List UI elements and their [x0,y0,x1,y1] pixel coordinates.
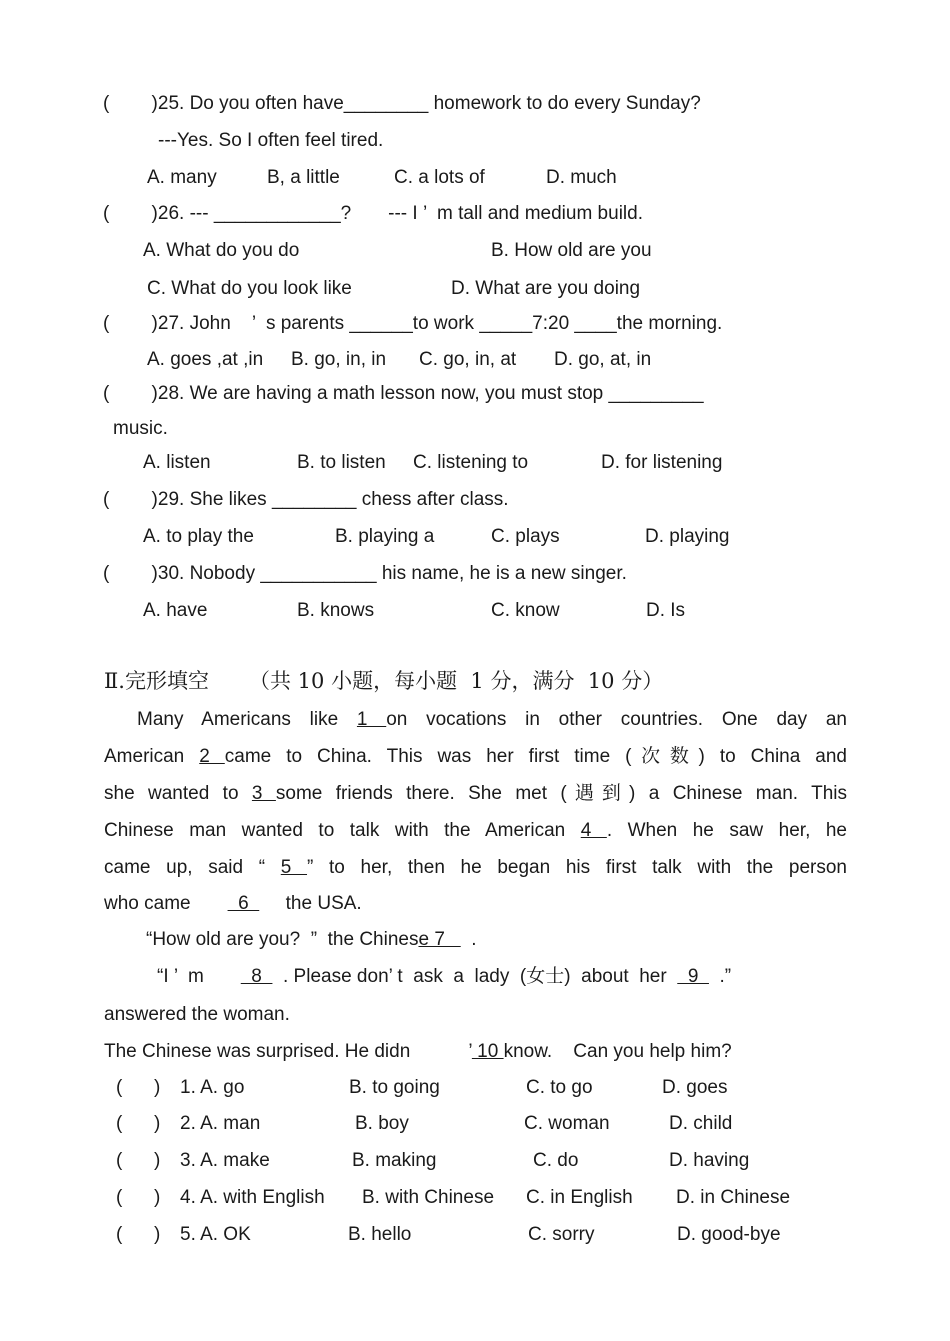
passage-line-6 [104,893,362,915]
option-b: B. boy [355,1113,409,1134]
option-c: C. in English [526,1187,633,1208]
option-a: 3. A. make [180,1150,270,1171]
passage-text: came to China. This was her first time (次数) to China and [224,746,847,767]
passage-line-4 [104,820,847,842]
question-28-continuation: music. [113,418,168,439]
passage-text: some friends there. She met (遇到) a Chinese man. This [275,783,847,804]
answer-paren[interactable]: ( ) [116,1077,161,1098]
q26-option-c: C. What do you look like [147,278,352,299]
q26-option-d: D. What are you doing [451,278,641,299]
option-a: 1. A. go [180,1077,245,1098]
passage-line-3 [104,783,847,805]
blank-10: 10 [471,1041,504,1062]
passage-line-9: answered the woman. [104,1004,290,1025]
q27-option-c: C. go, in, at [419,349,517,370]
passage-text: she wanted to [104,783,239,804]
blank-8: 8 [240,966,273,987]
passage-text: “How old are you? ” the Chines [146,929,419,950]
q28-option-b: B. to listen [297,452,386,473]
q30-option-c: C. know [491,600,560,621]
blank-5: 5 [280,857,308,878]
q29-option-b: B. playing a [335,526,435,547]
q27-option-a: A. goes ,at ,in [147,349,264,370]
question-30-stem: ( )30. Nobody ___________ his name, he is a new singer. [103,563,627,584]
option-a: 4. A. with English [180,1187,325,1208]
question-25-reply: ---Yes. So I often feel tired. [158,130,384,151]
q26-option-b: B. How old are you [491,240,652,261]
passage-line-8 [157,966,731,988]
option-a: 5. A. OK [180,1224,251,1245]
q26-option-a: A. What do you do [143,240,300,261]
q30-option-a: A. have [143,600,208,621]
q25-option-a: A. many [147,167,217,188]
passage-text: ’ [468,1041,472,1062]
passage-text: ” to her, then he began his first talk with the person [307,857,847,878]
passage-text: . Please don’ t ask a lady (女士) about her [283,966,667,987]
q30-option-d: D. Is [646,600,686,621]
q30-option-b: B. knows [297,600,375,621]
blank-9: 9 [677,966,709,987]
option-a: 2. A. man [180,1113,261,1134]
passage-text: . [471,929,477,950]
q28-option-a: A. listen [143,452,211,473]
passage-line-1 [137,709,847,731]
q29-option-c: C. plays [491,526,560,547]
question-29-stem: ( )29. She likes ________ chess after class. [103,489,509,510]
blank-4: 4 [580,820,607,841]
q25-option-b: B, a little [267,167,340,188]
passage-line-5 [104,857,847,879]
option-c: C. do [533,1150,579,1171]
option-d: D. having [669,1150,750,1171]
blank-3: 3 [251,783,276,804]
answer-paren[interactable]: ( ) [116,1224,161,1245]
q28-option-d: D. for listening [601,452,723,473]
q27-option-b: B. go, in, in [291,349,387,370]
question-28-stem: ( )28. We are having a math lesson now, you must stop _________ [103,383,704,404]
passage-line-10 [104,1041,732,1063]
passage-text: Many Americans like [137,709,339,730]
option-d: D. child [669,1113,733,1134]
passage-text: came up, said “ [104,857,266,878]
option-c: C. sorry [528,1224,595,1245]
question-26-stem: ( )26. --- ____________? --- I ’ m tall and medium build. [103,203,643,224]
q28-option-c: C. listening to [413,452,529,473]
passage-text: American [104,746,185,767]
passage-text: Chinese man wanted to talk with the American [104,820,566,841]
q27-option-d: D. go, at, in [554,349,652,370]
option-d: D. good-bye [677,1224,781,1245]
answer-paren[interactable]: ( ) [116,1113,161,1134]
option-b: B. making [352,1150,437,1171]
option-b: B. hello [348,1224,412,1245]
passage-line-2 [104,746,847,768]
passage-text: who came [104,893,191,914]
question-25-stem: ( )25. Do you often have________ homework to do every Sunday? [103,93,701,114]
option-c: C. to go [526,1077,593,1098]
answer-paren[interactable]: ( ) [116,1150,161,1171]
option-c: C. woman [524,1113,610,1134]
passage-text: “I ’ m [157,966,204,987]
question-27-stem: ( )27. John ’ s parents ______to work _____7:20 ____the morning. [103,313,723,334]
q29-option-d: D. playing [645,526,730,547]
q25-option-d: D. much [546,167,617,188]
q29-option-a: A. to play the [143,526,254,547]
blank-6: 6 [227,893,260,914]
passage-text: the USA. [285,893,362,914]
option-b: B. with Chinese [362,1187,495,1208]
passage-text: .” [719,966,732,987]
option-b: B. to going [349,1077,440,1098]
blank-7: e 7 [418,929,461,950]
option-d: D. in Chinese [676,1187,791,1208]
passage-line-7 [146,929,477,951]
passage-text: . When he saw her, he [606,820,847,841]
blank-1: 1 [356,709,387,730]
passage-text: know. Can you help him? [503,1041,732,1062]
passage-text: The Chinese was surprised. He didn [104,1041,411,1062]
passage-text: on vocations in other countries. One day an [386,709,847,730]
q25-option-c: C. a lots of [394,167,485,188]
answer-paren[interactable]: ( ) [116,1187,161,1208]
blank-2: 2 [199,746,225,767]
section-heading-cloze: Ⅱ.完形填空 （共 10 小题，每小题 1 分，满分 10 分） [104,669,664,693]
option-d: D. goes [662,1077,728,1098]
